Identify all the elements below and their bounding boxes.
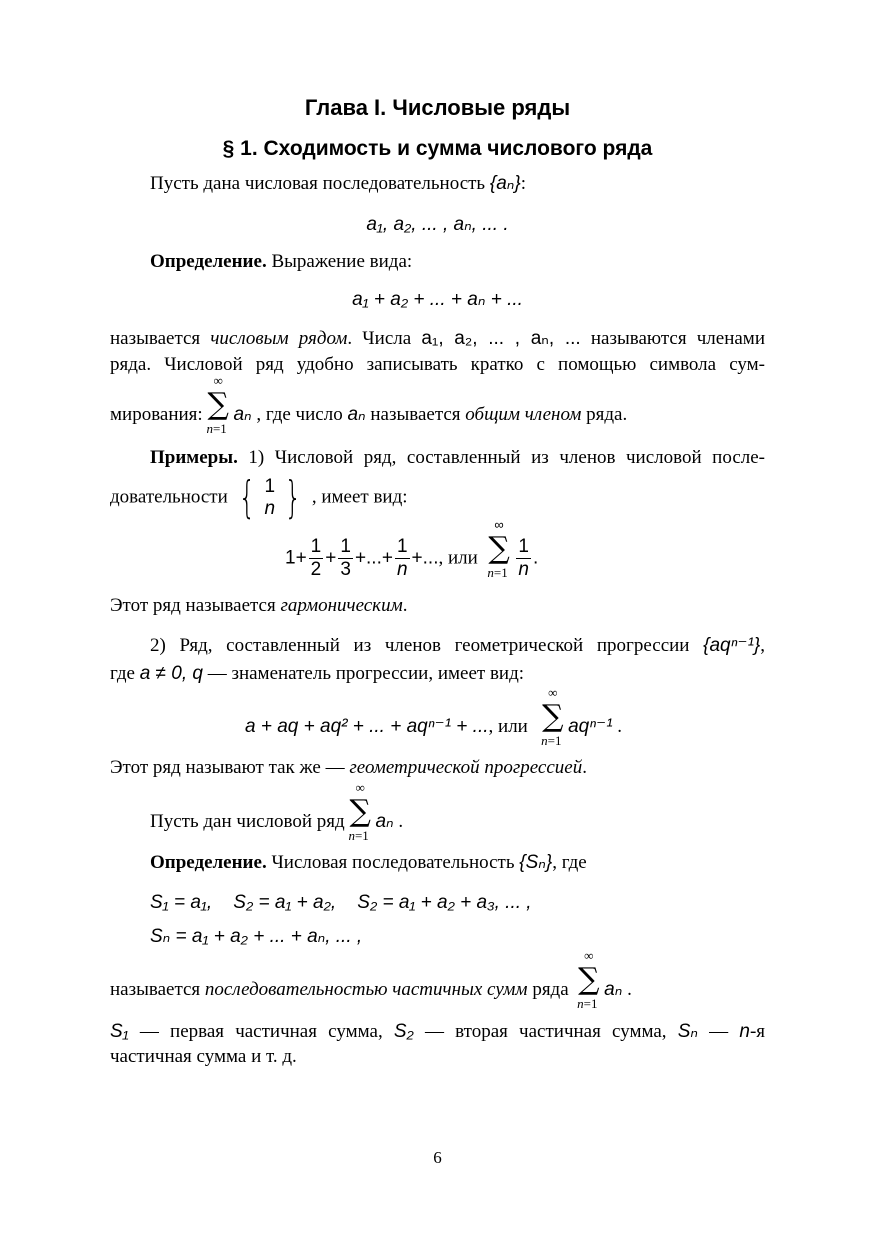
math: S₁ [110,1021,129,1042]
text: : [520,173,526,194]
text: Этот ряд называют так же — [110,757,350,778]
paragraph-sequence [150,172,526,196]
math: aₙ [375,811,394,832]
definition-2 [150,851,587,875]
infinity: ∞ [355,780,365,795]
index-start: =1 [354,828,369,843]
text: , или [438,547,478,569]
sum-symbol [348,780,375,843]
paragraph-line [110,327,765,351]
sum-symbol [206,373,233,436]
denominator: 3 [340,559,351,580]
infinity: ∞ [213,373,223,388]
math: a₁, a₂, ... , aₙ, ... [421,328,581,349]
math: aqⁿ⁻¹ [568,716,613,737]
text: . [582,757,587,778]
infinity: ∞ [584,948,594,963]
math: Sₙ [677,1021,698,1042]
text: . Числа [347,328,422,349]
definition-1 [150,250,412,274]
text: называется [110,328,211,349]
paragraph-line [110,594,407,618]
math: 1+ [285,547,307,569]
text: 1) Числовой ряд, составленный из членов числовой после- [237,447,765,468]
text: называется [365,404,466,425]
index: n [577,996,584,1011]
math: +... [411,547,439,569]
text: — [698,1021,740,1042]
denominator: n [264,498,276,519]
sum-symbol [541,685,568,748]
math: +...+ [354,547,393,569]
index: n [487,564,494,580]
examples-line [150,446,765,470]
text: , [760,635,765,656]
sigma-icon: ∑ [578,962,600,997]
term: геометрической прогрессией [349,757,583,778]
math: aₙ [604,979,623,1000]
paragraph-line: ряда. Числовой ряд удобно записывать кратко с помощью символа сум- [110,354,765,375]
sum-symbol [487,516,514,580]
numerator: 1 [396,536,408,557]
sigma-icon: ∑ [488,530,510,566]
text: , где число [251,404,348,425]
paragraph-line [110,1020,765,1044]
math: . [532,547,539,569]
text: — знаменатель прогрессии, имеет вид: [202,663,525,684]
term: гармоническим [280,595,403,616]
paragraph-line [110,373,628,436]
formula-partial-sums: S₁ = a₁, S₂ = a₁ + a₂, S₂ = a₁ + a₂ + a₃, ... , [150,892,532,913]
math: n [739,1021,750,1042]
paragraph-line: частичная сумма и т. д. [110,1046,297,1067]
text: Пусть дана числовая последовательность [150,173,490,194]
sigma-icon: ∑ [207,387,229,422]
index-start: =1 [583,996,598,1011]
denominator: 2 [310,559,322,580]
infinity: ∞ [548,685,558,700]
text: мирования: [110,404,208,425]
text: . [622,979,632,1000]
paragraph-line [150,780,404,843]
text: ряда. [581,404,628,425]
index: n [541,733,548,748]
text: называются членами [580,328,765,349]
fraction [395,536,410,581]
page-number: 6 [433,1148,442,1167]
denominator: n [518,559,529,580]
formula-geometric [245,685,623,748]
example-2-line [110,662,524,686]
text: называется [110,979,205,1000]
math: {Sₙ} [519,852,553,873]
text: 2) Ряд, составленный из членов геометрической прогрессии [150,635,704,656]
text: Выражение вида: [266,251,413,272]
index: n [348,828,355,843]
index: n [206,421,213,436]
paragraph-line [110,948,632,1011]
examples-label: Примеры. [150,447,238,468]
numerator: 1 [340,536,351,557]
sum-symbol [577,948,604,1011]
math: S₂ [393,1021,414,1042]
text: . [402,595,408,616]
term: последовательностью частичных сумм [204,979,528,1000]
math: {aₙ} [489,173,521,194]
section-title: § 1. Сходимость и сумма числового ряда [222,137,653,160]
examples-line: довательности { 1 n } , имеет вид: [110,472,408,523]
chapter-title: Глава I. Числовые ряды [304,95,571,120]
math: aₙ [347,404,366,425]
text: , где [552,852,587,873]
term: числовым рядом [210,328,348,349]
text: . [393,811,404,832]
math: aₙ [233,404,252,425]
text: — вторая частичная сумма, [413,1021,678,1042]
math: {aqⁿ⁻¹} [703,635,761,656]
index-start: =1 [547,733,562,748]
infinity: ∞ [494,516,504,532]
text: ряда [527,979,574,1000]
sigma-icon: ∑ [349,794,371,829]
fraction [309,536,324,581]
numerator: 1 [264,476,276,497]
fraction [263,476,278,520]
sigma-icon: ∑ [542,699,564,734]
text: Числовая последовательность [266,852,520,873]
paragraph-line [110,756,587,780]
formula-sn: Sₙ = a₁ + a₂ + ... + aₙ, ... , [150,926,363,947]
fraction [516,536,531,581]
definition-label: Определение. [150,852,267,873]
term: общим членом [465,404,582,425]
text: . [617,716,623,737]
formula-harmonic [285,516,539,581]
math: + [325,547,337,569]
text: , или [488,716,528,737]
text: -я [749,1021,766,1042]
numerator: 1 [518,536,529,557]
text: Пусть дан числовой ряд [150,811,350,832]
text: Этот ряд называется [110,595,281,616]
fraction [338,536,353,581]
definition-label: Определение. [150,251,267,272]
text: довательности [110,486,233,508]
index-start: =1 [212,421,227,436]
text: , имеет вид: [307,486,408,508]
numerator: 1 [310,536,322,557]
math: a + aq + aq² + ... + aqⁿ⁻¹ + ... [245,716,489,737]
formula-series: a₁ + a₂ + ... + aₙ + ... [352,289,523,310]
text: где [110,663,140,684]
index-start: =1 [493,564,508,580]
example-2-line [150,634,765,658]
denominator: n [396,559,408,580]
formula-sequence: a₁, a₂, ... , aₙ, ... . [366,214,509,235]
text: — первая частичная сумма, [128,1021,394,1042]
math: a ≠ 0, q [139,663,203,684]
